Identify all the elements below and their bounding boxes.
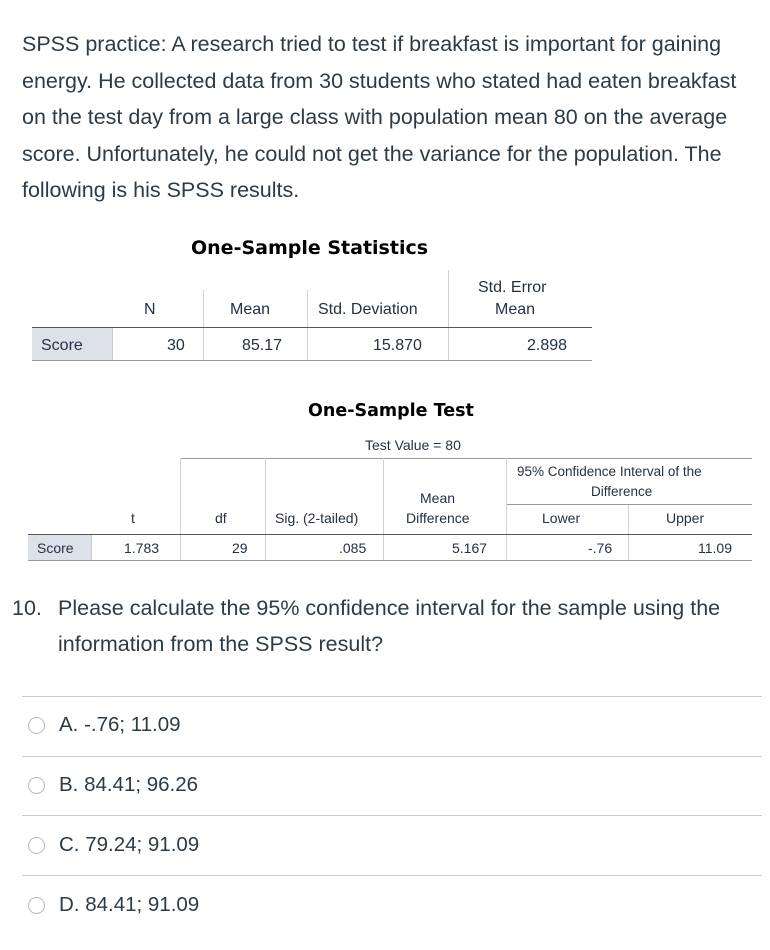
stats-header-mean: Mean: [230, 301, 271, 318]
test-header-df: df: [215, 510, 227, 526]
stats-header-n: N: [144, 301, 156, 318]
stats-value-mean: 85.17: [242, 337, 283, 354]
answer-label-b: B. 84.41; 96.26: [59, 773, 199, 796]
radio-b[interactable]: [28, 777, 45, 794]
test-header-md-line1: Mean: [420, 490, 456, 506]
test-header-md-line2: Difference: [406, 510, 470, 526]
test-value-upper: 11.09: [698, 540, 732, 556]
test-header-sig: Sig. (2-tailed): [275, 510, 359, 526]
answer-label-a: A. -.76; 11.09: [59, 713, 181, 736]
stats-table-title: One-Sample Statistics: [191, 237, 429, 259]
stats-header-se-line2: Mean: [495, 301, 536, 318]
stats-header-std-dev: Std. Deviation: [318, 301, 418, 318]
answer-option-a[interactable]: [28, 708, 181, 742]
answer-option-c[interactable]: [28, 828, 199, 862]
radio-c[interactable]: [28, 837, 45, 854]
stats-value-se: 2.898: [527, 337, 568, 354]
intro-paragraph: SPSS practice: A research tried to test if breakfast is important for gaining energy. He collected data from 30 students who stated had eaten breakfast on the test day from a large class with population mean 80 on the average score. Unfortunately, he could not get the variance for the population. The following is his SPSS results.: [22, 32, 737, 202]
answer-label-d: D. 84.41; 91.09: [59, 893, 200, 916]
test-header-upper: Upper: [666, 510, 705, 526]
test-header-lower: Lower: [542, 510, 581, 526]
test-value-sig: .085: [339, 540, 367, 556]
question-number: 10.: [12, 596, 42, 620]
answer-label-c: C. 79.24; 91.09: [59, 833, 200, 856]
answer-option-b[interactable]: [28, 768, 198, 802]
test-table-title: One-Sample Test: [308, 401, 474, 421]
test-header-t: t: [131, 510, 135, 526]
test-value-df: 29: [232, 540, 248, 556]
ci-header-line2: Difference: [591, 484, 653, 499]
ci-header-line1: 95% Confidence Interval of the: [517, 464, 702, 479]
stats-value-n: 30: [167, 337, 185, 354]
stats-header-se-line1: Std. Error: [478, 279, 547, 296]
answer-option-d[interactable]: [28, 888, 199, 922]
radio-a[interactable]: [28, 717, 45, 734]
stats-row-label: Score: [41, 337, 83, 354]
test-value-label: Test Value = 80: [365, 437, 461, 453]
stats-value-std-dev: 15.870: [373, 337, 422, 354]
question-text: Please calculate the 95% confidence interval for the sample using the information from the SPSS result?: [58, 596, 721, 656]
test-value-lower: -.76: [588, 540, 613, 556]
radio-d[interactable]: [28, 897, 45, 914]
test-value-md: 5.167: [452, 540, 488, 556]
test-value-t: 1.783: [124, 540, 160, 556]
test-row-label: Score: [37, 540, 74, 556]
